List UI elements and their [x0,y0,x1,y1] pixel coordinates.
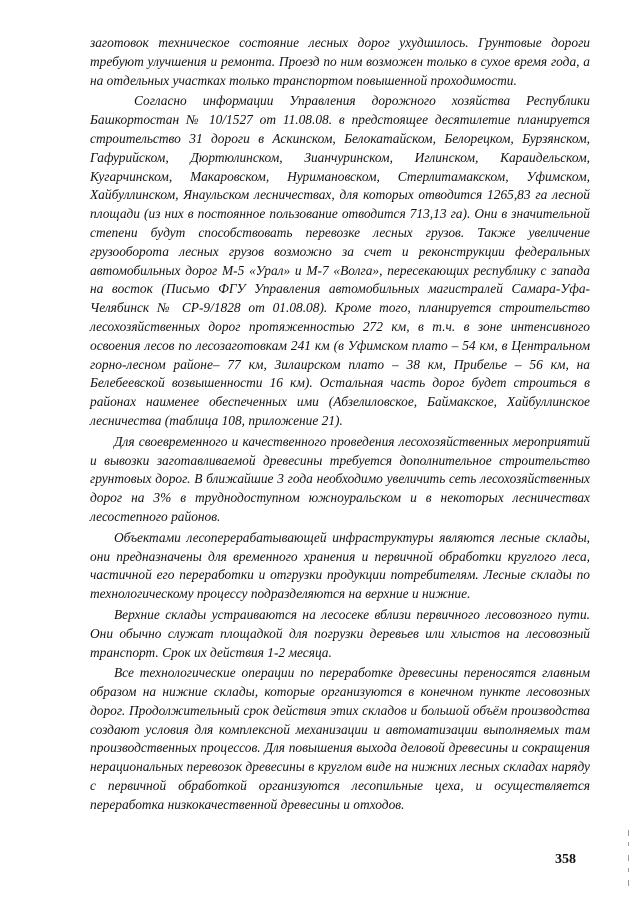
page-number: 358 [555,852,576,867]
paragraph-upper-yards: Верхние склады устраиваются на лесосеке вблизи первичного лесовозного пути. Они обычно служат площадкой для погрузки деревьев или хлыстов на лесовозный транспорт. Срок их действия 1-2 месяца. [90,606,590,660]
paragraph-timber-yards: Объектами лесоперерабатывающей инфраструктуры являются лесные склады, они предназначены для временного хранения и первичной обработки круглого леса, частичной его переработки и отгрузки продукции потребителям. Лесные склады по технологическому процессу подразделяются на верхние и нижние. [90,529,590,602]
page-body [90,34,590,817]
paragraph-lower-yards: Все технологические операции по переработке древесины переносятся главным образом на нижние склады, которые организуются в конечном пункте лесовозных дорог. Продолжительный срок действия этих складов и большой объём производства создают условия для комплексной механизации и автоматизации выполняемых там производственных процессов. Для повышения выхода деловой древесины и сокращения нерациональных перевозок древесины в круглом виде на нижних лесных складах наряду с первичной обработкой организуются лесопильные цеха, и осуществляется переработка низкокачественной древесины и отходов. [90,665,590,812]
paragraph-road-construction-plan: Согласно информации Управления дорожного хозяйства Республики Башкортостан № 10/1527 от 11.08.08. в предстоящее десятилетие планируется строительство 31 дороги в Аскинском, Белокатайском, Белорецком, Бурзянском, Гафурийском, Дюртюлинском, Зианчуринском, Иглинском, Караидельском, Кугарчинском, Макаровском, Нуримановском, Стерлитамакском, Уфимском, Хайбуллинском, Янаульском лесничествах, для которых отводится 1265,83 га лесной площади (из них в постоянное пользование отводится 713,13 га). Они в значительной степени будут способствовать перевозке лесных грузов. Также увеличение грузооборота лесных грузов возможно за счет и реконструкции федеральных автомобильных дорог М-5 «Урал» и М-7 «Волга», пересекающих республику с запада на восток (Письмо ФГУ Управления автомобильных магистралей Самара-Уфа-Челябинск № СР-9/1828 от 01.08.08). Кроме того, планируется строительство лесохозяйственных дорог протяженностью 272 км, в т.ч. в зоне интенсивного освоения лесов по лесозаготовкам 241 км (в Уфимском плато – 54 км, в Центральном горно-лесном районе– 77 км, Зилаирском плато – 38 км, Прибелье – 56 км, на Белебеевской возвышенности 16 км). Остальная часть дорог будет строиться в районах наименее обеспеченных ими (Абзелиловское, Баймакское, Хайбуллинское лесничества (таблица 108, приложение 21). [90,93,590,428]
scan-edge-mark [628,868,629,872]
scan-edge-mark [628,842,629,846]
paragraph-dirt-roads: Для своевременного и качественного проведения лесохозяйственных мероприятий и вывозки заготавливаемой древесины требуется дополнительное строительство грунтовых дорог. В ближайшие 3 года необходимо увеличить сеть лесохозяйственных дорог на 3% в труднодоступном южноуральском и в некоторых лесничествах лесостепного районов. [90,433,590,524]
scan-edge-mark [628,855,629,861]
scan-edge-mark [628,830,629,836]
paragraph-road-condition: заготовок техническое состояние лесных дорог ухудшилось. Грунтовые дороги требуют улучшения и ремонта. Проезд по ним возможен только в сухое время года, а на отдельных участках только транспортом повышенной проходимости. [90,35,590,88]
scan-edge-mark [628,880,629,886]
